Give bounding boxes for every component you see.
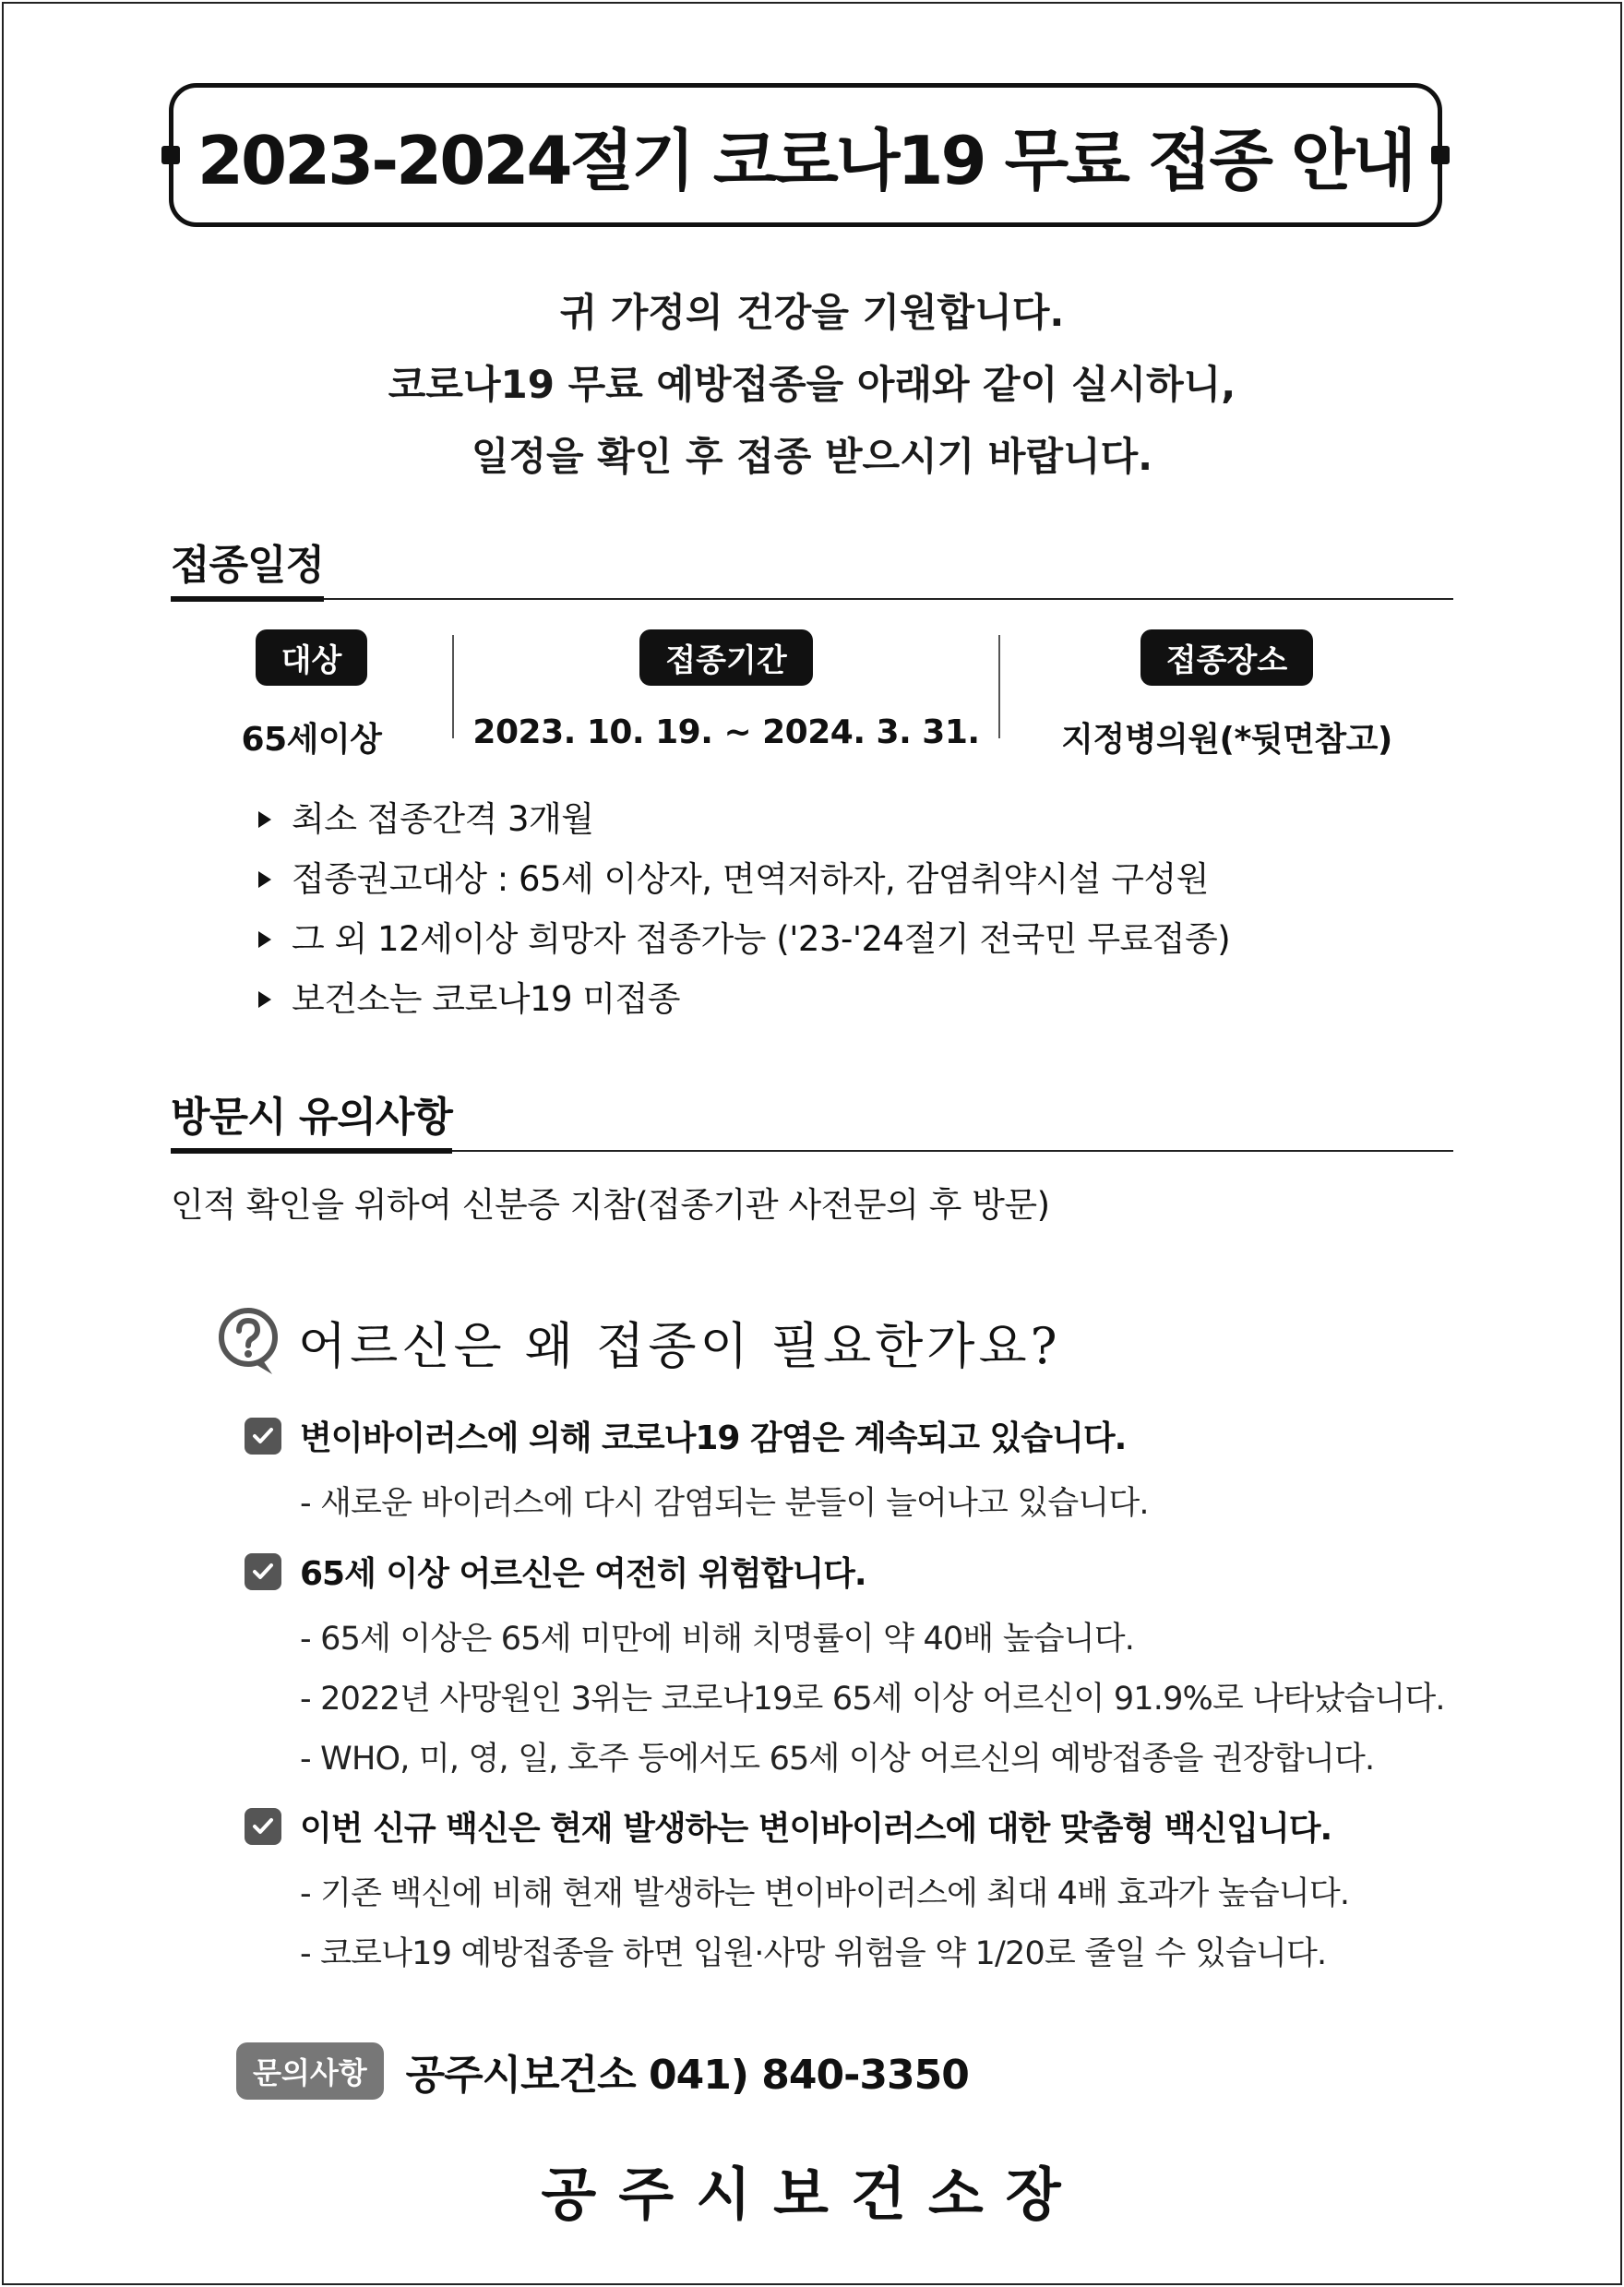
checkbox-checked-icon <box>245 1418 281 1455</box>
reason-detail: - WHO, 미, 영, 일, 호주 등에서도 65세 이상 어르신의 예방접종을 권장합니다. <box>300 1741 1375 1778</box>
note-text: 접종권고대상 : 65세 이상자, 면역저하자, 감염취약시설 구성원 <box>292 859 1209 899</box>
reason-title: 변이바이러스에 의해 코로나19 감염은 계속되고 있습니다. <box>300 1419 1127 1457</box>
list-item <box>258 969 1230 1029</box>
intro-line: 귀 가정의 건강을 기원합니다. <box>559 290 1065 335</box>
reason-item <box>245 1412 1149 1534</box>
triangle-bullet-icon <box>258 931 271 948</box>
list-item <box>258 849 1230 909</box>
triangle-bullet-icon <box>258 871 271 888</box>
target-value: 65세이상 <box>241 721 382 759</box>
list-item <box>258 909 1230 969</box>
schedule-heading: 접종일정 <box>171 532 324 602</box>
page-title: 2023-2024절기 코로나19 무료 접종 안내 <box>197 122 1415 199</box>
triangle-bullet-icon <box>258 811 271 828</box>
triangle-bullet-icon <box>258 991 271 1008</box>
reason-detail: - 65세 이상은 65세 미만에 비해 치명률이 약 40배 높습니다. <box>300 1621 1135 1658</box>
list-item <box>258 789 1230 849</box>
checkbox-checked-icon <box>245 1808 281 1845</box>
reason-detail: - 기존 백신에 비해 현재 발생하는 변이바이러스에 최대 4배 효과가 높습니다. <box>300 1875 1350 1912</box>
intro-text <box>0 277 1624 493</box>
contact-badge: 문의사항 <box>236 2042 384 2100</box>
checkbox-checked-icon <box>245 1553 281 1590</box>
visit-note: 인적 확인을 위하여 신분증 지참(접종기관 사전문의 후 방문) <box>171 1185 1050 1225</box>
contact-text: 공주시보건소 041) 840-3350 <box>405 2052 969 2099</box>
schedule-section-header <box>171 537 1453 600</box>
note-text: 그 외 12세이상 희망자 접종가능 ('23-'24절기 전국민 무료접종) <box>292 919 1231 959</box>
reason-detail: - 2022년 사망원인 3위는 코로나19로 65세 이상 어르신이 91.9%로 나타났습니다. <box>300 1681 1445 1718</box>
reason-detail: - 새로운 바이러스에 다시 감염되는 분들이 늘어나고 있습니다. <box>300 1485 1149 1522</box>
signature: 공주시보건소장 <box>541 2161 1083 2228</box>
reason-title: 이번 신규 백신은 현재 발생하는 변이바이러스에 대한 맞춤형 백신입니다. <box>300 1810 1332 1848</box>
intro-line: 일정을 확인 후 접종 받으시기 바랍니다. <box>471 434 1153 479</box>
period-badge: 접종기간 <box>639 629 812 686</box>
schedule-notes <box>258 789 1230 1029</box>
visit-section-header <box>171 1089 1453 1152</box>
title-box <box>169 83 1442 227</box>
reason-title: 65세 이상 어르신은 여전히 위험합니다. <box>300 1555 866 1593</box>
reason-detail: - 코로나19 예방접종을 하면 입원·사망 위험을 약 1/20로 줄일 수 있습니다. <box>300 1935 1327 1972</box>
reason-item <box>245 1548 1445 1790</box>
question-header <box>217 1306 1061 1378</box>
note-text: 보건소는 코로나19 미접종 <box>292 979 681 1019</box>
title-dot-left <box>161 146 180 164</box>
contact-info <box>236 2042 969 2101</box>
intro-line: 코로나19 무료 예방접종을 아래와 같이 실시하니, <box>388 362 1236 407</box>
reason-item <box>245 1802 1349 1984</box>
question-title: 어르신은 왜 접종이 필요한가요? <box>298 1316 1061 1375</box>
schedule-column-place <box>1000 629 1453 759</box>
note-text: 최소 접종간격 3개월 <box>292 799 594 839</box>
title-dot-right <box>1431 146 1450 164</box>
schedule-column-target <box>171 629 452 759</box>
schedule-table <box>171 629 1453 759</box>
place-badge: 접종장소 <box>1140 629 1313 686</box>
question-bubble-icon <box>217 1306 281 1378</box>
target-badge: 대상 <box>256 629 368 686</box>
place-value: 지정병의원(*뒷면참고) <box>1061 721 1392 759</box>
schedule-column-period <box>454 629 998 759</box>
period-value: 2023. 10. 19. ~ 2024. 3. 31. <box>472 713 980 751</box>
visit-heading: 방문시 유의사항 <box>171 1084 452 1154</box>
